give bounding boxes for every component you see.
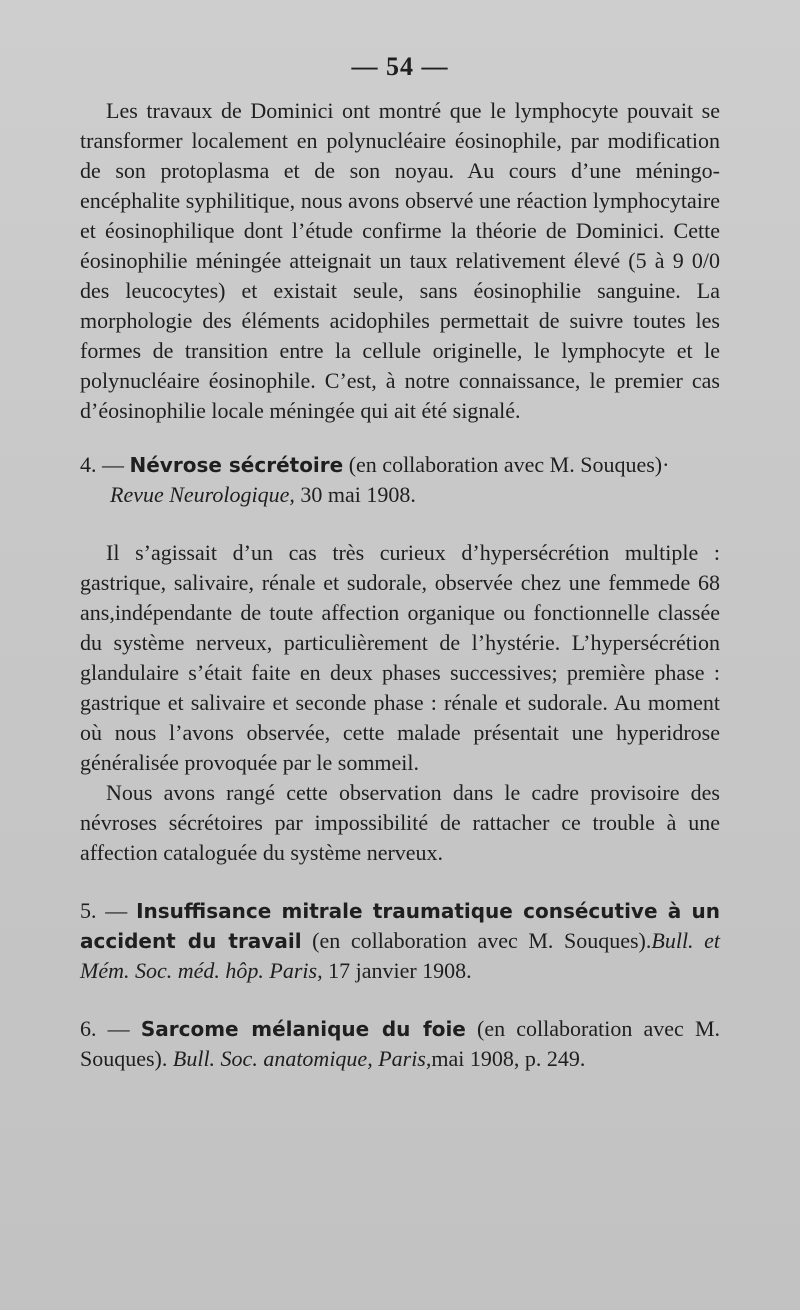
publication-title-4: Névrose sécrétoire (129, 453, 344, 477)
publication-citation-6: Bull. Soc. anatomique, Paris, (172, 1046, 432, 1071)
publication-collab-4: (en collaboration avec M. Souques)· (343, 452, 670, 477)
publication-citation-date-6: mai 1908, p. 249. (431, 1046, 586, 1071)
publication-citation-5: Bull. et Mém. Soc. méd. hôp. Paris, (80, 928, 721, 983)
publication-citation-date-5: 17 janvier 1908. (322, 958, 472, 983)
page-content (80, 96, 720, 1074)
publication-item-6 (80, 1014, 720, 1074)
publication-collab-6: (en collaboration avec M. Souques). (80, 1016, 721, 1071)
publication-collab-5: (en collaboration avec M. Souques). (301, 928, 652, 953)
publication-title-6: Sarcome mélanique du foie (140, 1017, 466, 1041)
publication-citation-date-4: 30 mai 1908. (294, 482, 416, 507)
publication-number-5: 5. — (80, 898, 128, 923)
publication-heading-4 (80, 450, 720, 480)
publication-item-5 (80, 896, 720, 986)
publication-number-4: 4. — (80, 452, 124, 477)
publication-citation-4: Revue Neurologique, (110, 482, 295, 507)
publication-heading-5 (80, 896, 720, 986)
publication-number-6: 6. — (80, 1016, 130, 1041)
publication-body-4a: Il s’agissait d’un cas très curieux d’hypersécrétion multiple : gastrique, salivaire, rénale et sudorale, observée chez une femmede 68 ans,indépendante de toute affection organique ou fonctionnelle classée du système nerveux, particulièrement de l’hystérie. L’hypersécrétion glandulaire s’était faite en deux phases successives; première phase : gastrique et salivaire et seconde phase : rénale et sudorale. Au moment où nous l’avons observée, cette malade présentait une hyperidrose généralisée provoquée par le sommeil. (80, 540, 720, 775)
publication-title-5: Insuffisance mitrale traumatique consécutive à un accident du travail (80, 899, 721, 953)
intro-paragraph: Les travaux de Dominici ont montré que le lymphocyte pouvait se transformer localement en polynucléaire éosinophile, par modification de son protoplasma et de son noyau. Au cours d’une méningo-encéphalite syphilitique, nous avons observé une réaction lymphocytaire et éosinophilique dont l’étude confirme la théorie de Dominici. Cette éosinophilie méningée atteignait un taux relativement élevé (5 à 9 0/0 des leucocytes) et existait seule, sans éosinophilie sanguine. La morphologie des éléments acidophiles permettait de suivre toutes les formes de transition entre la cellule originelle, le lymphocyte et le polynucléaire éosinophile. C’est, à notre connaissance, le premier cas d’éosinophilie locale méningée qui ait été signalé. (80, 98, 720, 423)
publication-heading-6 (80, 1014, 720, 1074)
page-number: — 54 — (351, 52, 449, 81)
publication-citation-line-4 (80, 480, 720, 510)
publication-item-4 (80, 450, 720, 868)
publication-body-4b: Nous avons rangé cette observation dans le cadre provisoire des névroses sécrétoires par impossibilité de rattacher ce trouble à une affection cataloguée du système nerveux. (80, 780, 720, 865)
